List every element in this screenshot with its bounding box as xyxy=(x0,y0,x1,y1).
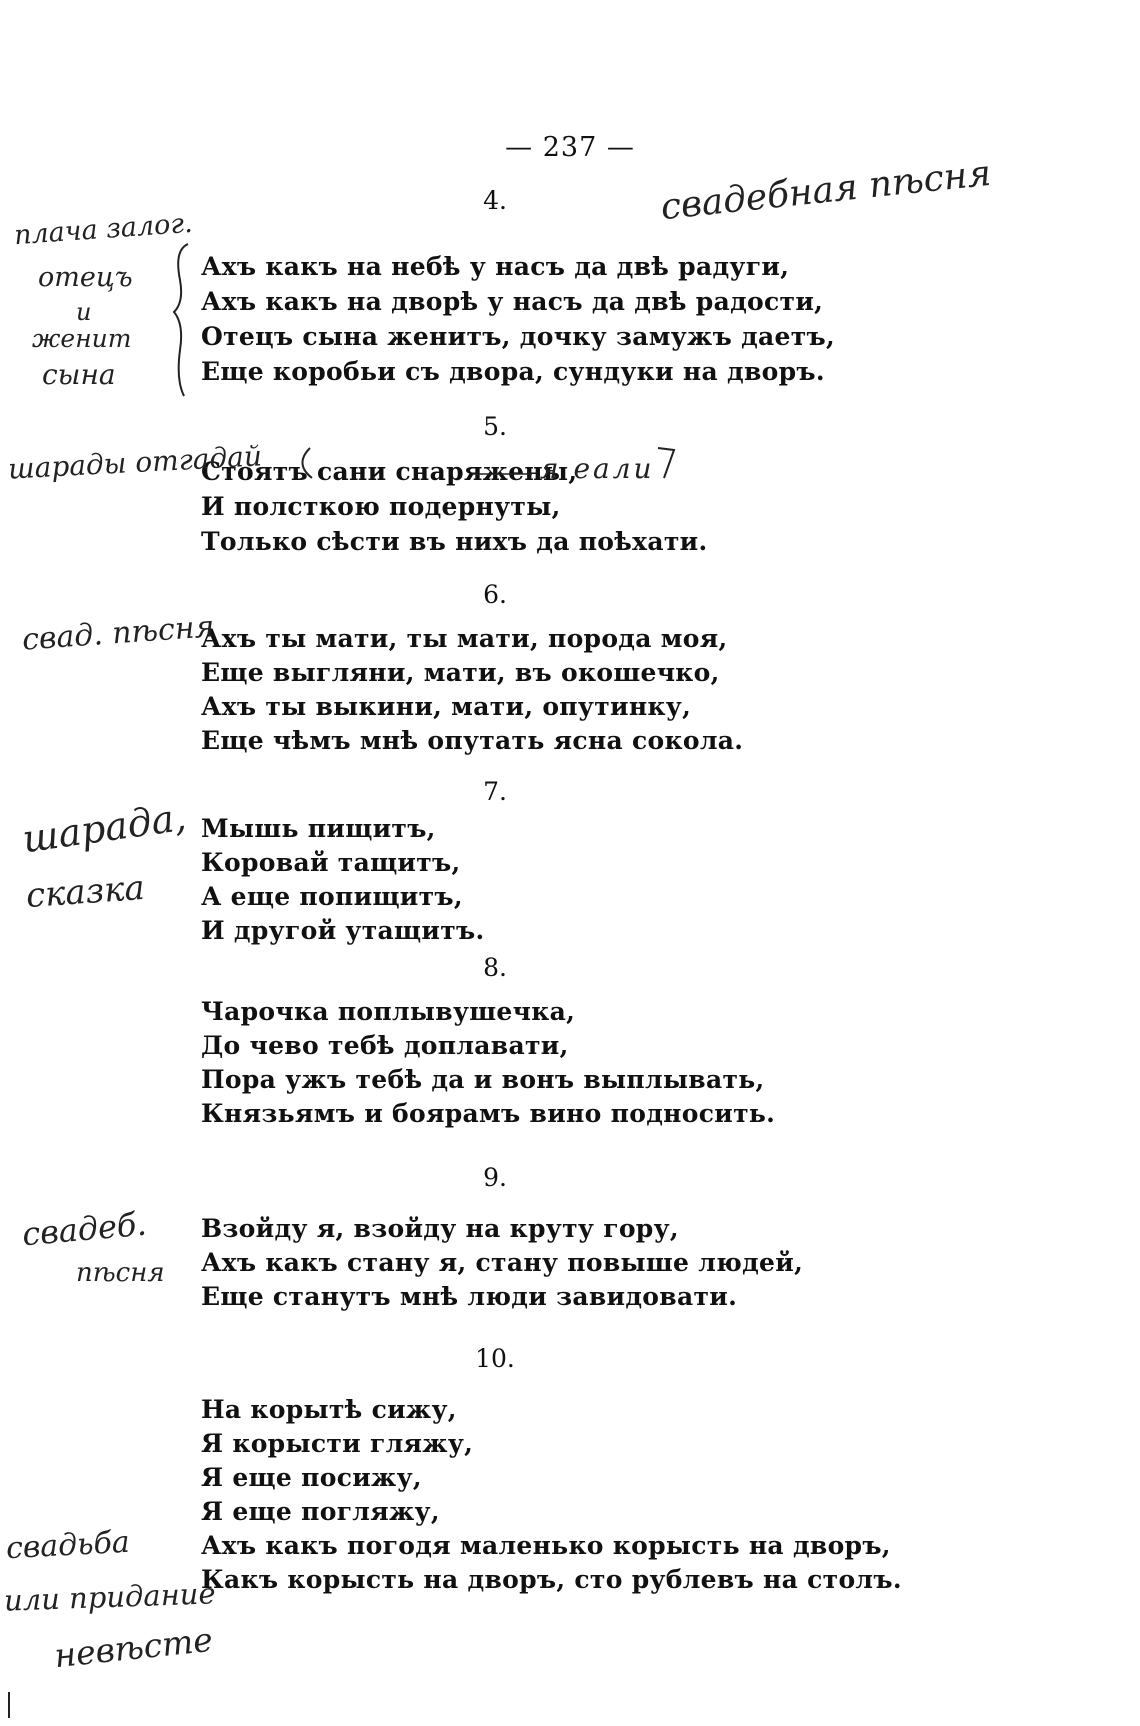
poem-line: До чево тебѣ доплавати, xyxy=(201,1031,569,1060)
handwritten-note-margin: свадеб. xyxy=(20,1204,148,1254)
handwritten-note-margin: свадьба xyxy=(5,1524,131,1567)
poem-line: Еще станутъ мнѣ люди завидовати. xyxy=(201,1282,738,1311)
poem-number: 7. xyxy=(483,777,507,806)
poem-number: 5. xyxy=(483,412,507,441)
handwritten-brace-mark xyxy=(168,240,194,400)
poem-line: Еще коробьи съ двора, сундуки на дворъ. xyxy=(201,357,825,386)
poem-line: Ахъ какъ стану я, стану повыше людей, xyxy=(201,1248,804,1277)
handwritten-note-margin: пѣсня xyxy=(76,1258,165,1288)
poem-line: На корытѣ сижу, xyxy=(201,1395,457,1424)
handwritten-stroke-mark xyxy=(4,1690,14,1720)
poem-number: 6. xyxy=(483,580,507,609)
poem-line: Я еще посижу, xyxy=(201,1463,422,1492)
poem-line: Я еще погляжу, xyxy=(201,1497,440,1526)
poem-number: 8. xyxy=(483,953,507,982)
handwritten-note-inline: я еали xyxy=(540,452,655,485)
handwritten-note-margin: сказка xyxy=(24,867,146,917)
poem-line: И другой утащитъ. xyxy=(201,916,485,945)
poem-line: Я корысти гляжу, xyxy=(201,1429,474,1458)
poem-line: Еще выгляни, мати, въ окошечко, xyxy=(201,658,720,687)
poem-line: Взойду я, взойду на круту гору, xyxy=(201,1214,679,1243)
poem-line: Пора ужъ тебѣ да и вонъ выплывать, xyxy=(201,1065,765,1094)
handwritten-insertion-mark xyxy=(282,444,682,484)
handwritten-note-top-right: свадебная пѣсня xyxy=(658,152,994,229)
handwritten-note-margin: шарады отгадай xyxy=(7,439,263,486)
handwritten-note-margin: сына xyxy=(42,358,116,391)
handwritten-note-margin: отецъ xyxy=(38,262,133,293)
poem-line: Князьямъ и боярамъ вино подносить. xyxy=(201,1099,776,1128)
poem-number: 9. xyxy=(483,1163,507,1192)
poem-line: Мышь пищитъ, xyxy=(201,814,436,843)
handwritten-note-margin: женит xyxy=(32,324,132,353)
poem-line: Стоятъ сани снаряжены, xyxy=(201,457,578,486)
poem-line: Ахъ какъ погодя маленько корысть на дворъ, xyxy=(201,1531,891,1560)
handwritten-note-margin: или придание xyxy=(3,1576,217,1618)
poem-line: Ахъ ты мати, ты мати, порода моя, xyxy=(201,624,728,653)
poem-line: А еще попищитъ, xyxy=(201,882,463,911)
poem-line: Только сѣсти въ нихъ да поѣхати. xyxy=(201,527,708,556)
handwritten-note-margin: шарада, xyxy=(19,794,189,862)
poem-line: Какъ корысть на дворъ, сто рублевъ на столъ. xyxy=(201,1565,902,1594)
poem-number: 10. xyxy=(475,1344,515,1373)
page-number: — 237 — xyxy=(505,132,635,163)
poem-line: Чарочка поплывушечка, xyxy=(201,997,576,1026)
handwritten-note-margin: невѣсте xyxy=(52,1619,215,1676)
handwritten-note-margin: и xyxy=(76,298,92,326)
poem-line: Ахъ ты выкини, мати, опутинку, xyxy=(201,692,692,721)
poem-line: И полсткою подернуты, xyxy=(201,492,561,521)
poem-line: Отецъ сына женитъ, дочку замужъ даетъ, xyxy=(201,322,836,351)
handwritten-note-margin: плача залог. xyxy=(13,207,194,252)
poem-line: Ахъ какъ на дворѣ у насъ да двѣ радости, xyxy=(201,287,824,316)
poem-number: 4. xyxy=(483,186,507,215)
poem-line: Ахъ какъ на небѣ у насъ да двѣ радуги, xyxy=(201,252,790,281)
poem-line: Еще чѣмъ мнѣ опутать ясна сокола. xyxy=(201,726,744,755)
poem-line: Коровай тащитъ, xyxy=(201,848,461,877)
handwritten-note-margin: свад. пѣсня xyxy=(21,609,216,658)
